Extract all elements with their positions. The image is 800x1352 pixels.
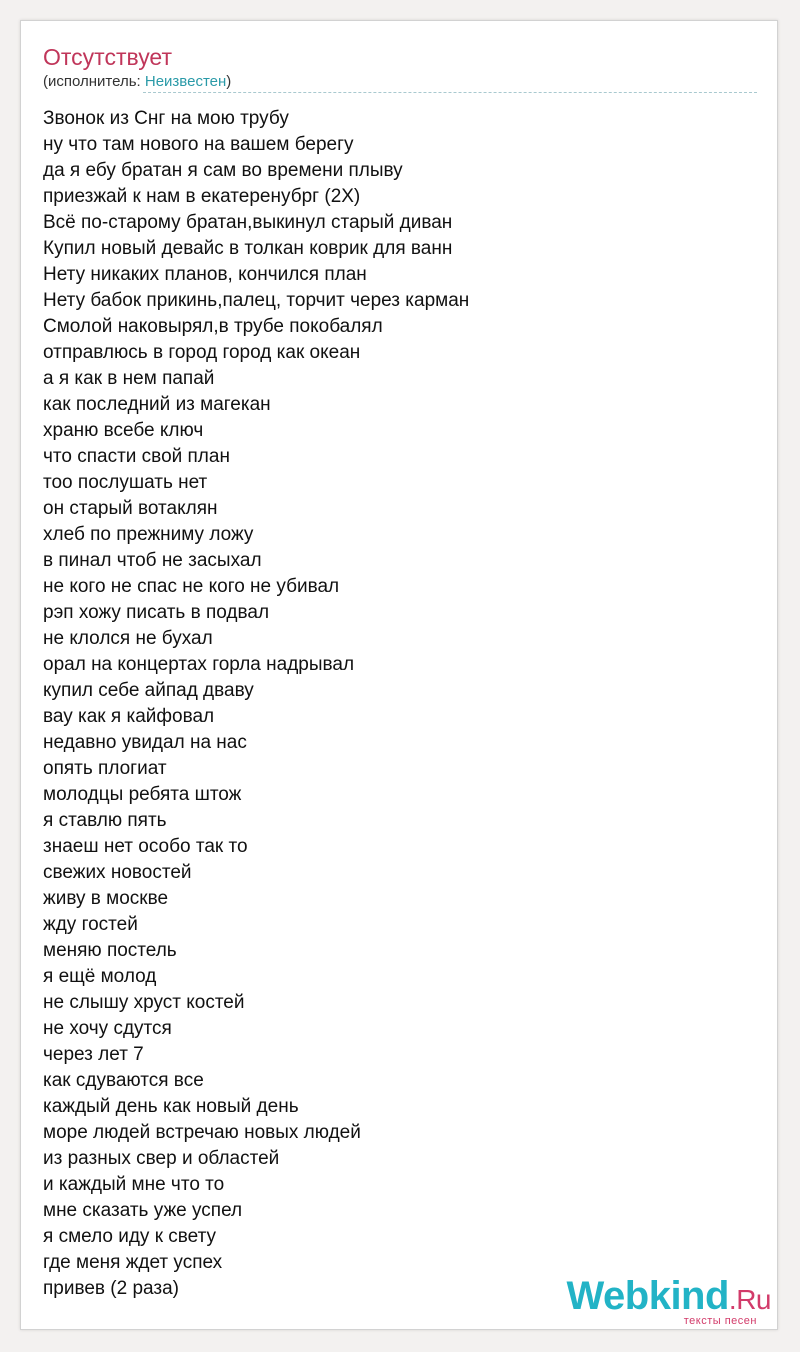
lyric-line: орал на концертах горла надрывал (43, 654, 355, 675)
lyric-line: знаеш нет особо так то (43, 836, 248, 857)
lyric-line: приезжай к нам в екатеренубрг (2Х) (43, 186, 361, 207)
lyrics-text (43, 106, 469, 1302)
lyric-line: купил себе айпад дваву (43, 680, 254, 701)
lyric-line: привев (2 раза) (43, 1278, 179, 1299)
lyric-line: что спасти свой план (43, 446, 230, 467)
artist-link[interactable]: Неизвестен (144, 73, 227, 90)
lyric-line: вау как я кайфовал (43, 706, 215, 727)
lyric-line: опять плогиат (43, 758, 167, 779)
artist-suffix: ) (226, 73, 232, 90)
lyric-line: Звонок из Снг на мою трубу (43, 108, 289, 129)
lyric-line: я ещё молод (43, 966, 157, 987)
lyric-line: мне сказать уже успел (43, 1200, 243, 1221)
lyric-line: я ставлю пять (43, 810, 167, 831)
lyric-line: и каждый мне что то (43, 1174, 225, 1195)
lyric-line: не клолся не бухал (43, 628, 213, 649)
lyric-line: хлеб по прежниму ложу (43, 524, 254, 545)
logo-subtitle: тексты песен (683, 1315, 757, 1327)
lyric-line: в пинал чтоб не засыхал (43, 550, 262, 571)
lyric-line: не хочу сдутся (43, 1018, 172, 1039)
lyrics-card (20, 20, 778, 1330)
lyric-line: храню всебе ключ (43, 420, 204, 441)
lyric-line: недавно увидал на нас (43, 732, 247, 753)
lyric-line: Всё по-старому братан,выкинул старый диван (43, 212, 453, 233)
song-title: Отсутствует (43, 44, 172, 70)
lyric-line: молодцы ребята штож (43, 784, 242, 805)
dashed-divider (143, 92, 757, 93)
lyric-line: через лет 7 (43, 1044, 144, 1065)
lyric-line: да я ебу братан я сам во времени плыву (43, 160, 403, 181)
lyric-line: Смолой наковырял,в трубе покобалял (43, 316, 383, 337)
lyric-line: Нету бабок прикинь,палец, торчит через карман (43, 290, 470, 311)
lyric-line: меняю постель (43, 940, 177, 961)
lyric-line: а я как в нем папай (43, 368, 215, 389)
lyric-line: ну что там нового на вашем берегу (43, 134, 354, 155)
lyric-line: каждый день как новый день (43, 1096, 299, 1117)
lyric-line: живу в москве (43, 888, 169, 909)
lyric-line: он старый вотаклян (43, 498, 218, 519)
lyric-line: как последний из магекан (43, 394, 271, 415)
lyric-line: где меня ждет успех (43, 1252, 223, 1273)
lyric-line: я смело иду к свету (43, 1226, 217, 1247)
lyric-line: отправлюсь в город город как океан (43, 342, 361, 363)
lyric-line: тоо послушать нет (43, 472, 208, 493)
lyric-line: свежих новостей (43, 862, 192, 883)
artist-prefix: (исполнитель: (43, 73, 145, 90)
lyric-line: не слышу хруст костей (43, 992, 245, 1013)
webkind-logo[interactable] (566, 1275, 771, 1327)
lyric-line: море людей встречаю новых людей (43, 1122, 361, 1143)
lyric-line: Нету никаких планов, кончился план (43, 264, 367, 285)
lyric-line: из разных свер и областей (43, 1148, 280, 1169)
lyric-line: как сдуваются все (43, 1070, 204, 1091)
lyric-line: Купил новый девайс в толкан коврик для ванн (43, 238, 453, 259)
artist-line (43, 73, 231, 91)
lyric-line: рэп хожу писать в подвал (43, 602, 270, 623)
lyric-line: жду гостей (43, 914, 138, 935)
logo-domain: .Ru (728, 1284, 771, 1315)
logo-name: Webkind (566, 1274, 729, 1318)
lyric-line: не кого не спас не кого не убивал (43, 576, 340, 597)
